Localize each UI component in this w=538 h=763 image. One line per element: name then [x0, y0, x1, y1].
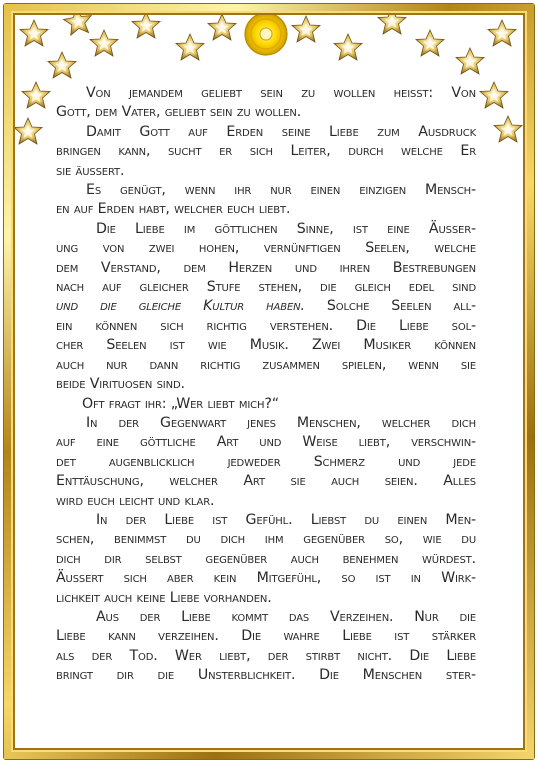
text-line: Es genügt, wenn ihr nur einen einzigen Mensch-: [86, 182, 476, 199]
star-icon: [292, 16, 320, 42]
paragraph-5: [56, 395, 476, 414]
star-icon: [456, 48, 484, 74]
text-line: Die Liebe im göttlichen Sinne, ist eine Äusser-: [96, 220, 476, 237]
paragraph-4: [56, 220, 476, 395]
star-icon: [48, 52, 76, 78]
text-line: sie äussert.: [56, 162, 125, 179]
text-line: Von jemandem geliebt sein zu wollen heisst: Von: [86, 85, 476, 101]
star-icon: [208, 14, 236, 40]
star-icon: [176, 34, 204, 60]
text-line: dem Verstand, dem Herzen und ihren Bestrebungen: [56, 259, 476, 276]
star-icon: [480, 82, 508, 108]
text-line: bringt dir die Unsterblichkeit. Die Menschen ster-: [56, 667, 476, 684]
text-line: ung von zwei hohen, vernünftigen Seelen, welche: [56, 240, 476, 257]
star-icon: [20, 20, 48, 46]
paragraph-3: [56, 181, 476, 220]
star-icon: [22, 82, 50, 108]
paragraph-7: [56, 511, 476, 608]
text-line: auf eine göttliche Art und Weise liebt, verschwin-: [56, 434, 476, 451]
text-line: cher Seelen ist wie Musik. Zwei Musiker können: [56, 337, 476, 354]
text-line: wird euch leicht und klar.: [56, 492, 215, 509]
star-icon: [334, 34, 362, 60]
sun-emblem-icon: [245, 13, 287, 55]
text-line: Damit Gott auf Erden seine Liebe zum Ausdruck: [86, 123, 476, 140]
text-line: Aus der Liebe kommt das Verzeihen. Nur die: [96, 608, 476, 625]
text-line: beide Virituosen sind.: [56, 376, 185, 393]
text-line: ein können sich richtig verstehen. Die Liebe sol-: [56, 317, 476, 334]
star-icon: [488, 20, 516, 46]
star-icon: [62, 6, 93, 36]
text-line: det augenblicklich jedweder Schmerz und jede: [56, 453, 476, 470]
text-line: nach auf gleicher Stufe stehen, die gleich edel sind: [56, 279, 476, 296]
text-line: en auf Erden habt, welcher euch liebt.: [56, 201, 291, 218]
paragraph-8: [56, 608, 476, 686]
star-icon: [14, 118, 42, 144]
paragraph-6: [56, 414, 476, 511]
star-icon: [416, 30, 444, 56]
text-line: Enttäuschung, welcher Art sie auch seien. Alles: [56, 473, 476, 490]
document-body: [56, 84, 476, 686]
text-line: dich dir selbst gegenüber auch benehmen würdest.: [56, 550, 476, 567]
text-line: Gott, dem Vater, geliebt sein zu wollen.: [56, 104, 302, 121]
paragraph-2: [56, 123, 476, 181]
text-line: schen, benimmst du dich ihm gegenüber so, wie du: [56, 531, 476, 548]
text-line: auch nur dann richtig zusammen spielen, wenn sie: [56, 356, 476, 373]
text-line: Äussert sich aber kein Mitgefühl, so ist in Wirk-: [56, 570, 476, 587]
text-line: lichkeit auch keine Liebe vorhanden.: [56, 589, 272, 606]
star-icon: [132, 12, 160, 38]
text-line: Liebe kann verzeihen. Die wahre Liebe ist stärker: [56, 628, 476, 645]
text-line: bringen kann, sucht er sich Leiter, durch welche Er: [56, 143, 476, 160]
text-line: als der Tod. Wer liebt, der stirbt nicht. Die Liebe: [56, 647, 476, 664]
text-line: In der Gegenwart jenes Menschen, welcher dich: [86, 414, 476, 431]
star-icon: [378, 8, 406, 34]
text-line: In der Liebe ist Gefühl. Liebst du einen Men-: [96, 511, 476, 528]
text-line: Oft fragt ihr: „Wer liebt mich?“: [82, 395, 279, 412]
paragraph-1: [56, 84, 476, 123]
star-icon: [494, 116, 522, 142]
star-icon: [90, 30, 118, 56]
italic-fragment: und die gleiche Kultur haben.: [56, 298, 305, 315]
text-line-with-italic: und die gleiche Kultur haben. Solche Seelen all-: [56, 298, 476, 315]
